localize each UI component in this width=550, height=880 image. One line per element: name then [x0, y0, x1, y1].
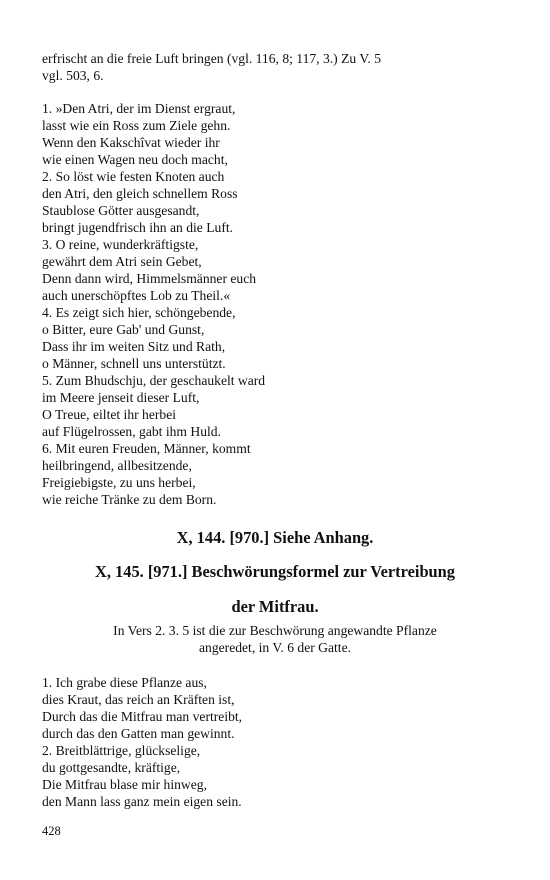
verse-line: durch das den Gatten man gewinnt.	[42, 726, 235, 741]
verse-line: Durch das die Mitfrau man vertreibt,	[42, 709, 243, 724]
verse-line: den Atri, den gleich schnellem Ross	[42, 186, 238, 201]
section-note-line: In Vers 2. 3. 5 ist die zur Beschwörung angewandte Pflanze	[113, 623, 437, 638]
verse-line: heilbringend, allbesitzende,	[42, 458, 192, 473]
verse-line: Denn dann wird, Himmelsmänner euch	[42, 271, 257, 286]
text-line: erfrischt an die freie Luft bringen (vgl. 116, 8; 117, 3.) Zu V. 5	[42, 51, 382, 66]
verse-line: den Mann lass ganz mein eigen sein.	[42, 794, 242, 809]
verse-line: wie einen Wagen neu doch macht,	[42, 152, 228, 167]
verse-line: o Bitter, eure Gab' und Gunst,	[42, 322, 205, 337]
verse-line: 5. Zum Bhudschju, der geschaukelt ward	[42, 373, 266, 388]
section-heading-971-continued: der Mitfrau.	[231, 597, 319, 616]
page-number: 428	[42, 824, 61, 838]
verse-line: Wenn den Kakschîvat wieder ihr	[42, 135, 220, 150]
verse-line: 4. Es zeigt sich hier, schöngebende,	[42, 305, 236, 320]
section-heading-971: X, 145. [971.] Beschwörungsformel zur Vertreibung	[95, 562, 455, 581]
verse-line: im Meere jenseit dieser Luft,	[42, 390, 200, 405]
verse-line: auf Flügelrossen, gabt ihm Huld.	[42, 424, 221, 439]
verse-line: 1. Ich grabe diese Pflanze aus,	[42, 675, 207, 690]
section-heading-970: X, 144. [970.] Siehe Anhang.	[176, 528, 374, 547]
verse-line: lasst wie ein Ross zum Ziele gehn.	[42, 118, 231, 133]
verse-line: 3. O reine, wunderkräftigste,	[42, 237, 199, 252]
verse-line: 6. Mit euren Freuden, Männer, kommt	[42, 441, 251, 456]
verse-line: O Treue, eiltet ihr herbei	[42, 407, 177, 422]
verse-line: du gottgesandte, kräftige,	[42, 760, 181, 775]
verse-line: wie reiche Tränke zu dem Born.	[42, 492, 217, 507]
verse-line: Dass ihr im weiten Sitz und Rath,	[42, 339, 226, 354]
verse-line: gewährt dem Atri sein Gebet,	[42, 254, 202, 269]
verse-line: bringt jugendfrisch ihn an die Luft.	[42, 220, 234, 235]
verse-line: auch unerschöpftes Lob zu Theil.«	[42, 288, 231, 303]
verse-line: 2. Breitblättrige, glückselige,	[42, 743, 201, 758]
text-line: vgl. 503, 6.	[42, 68, 104, 83]
verse-line: o Männer, schnell uns unterstützt.	[42, 356, 226, 371]
verse-line: 2. So löst wie festen Knoten auch	[42, 169, 225, 184]
verse-line: dies Kraut, das reich an Kräften ist,	[42, 692, 235, 707]
verse-line: Freigiebigste, zu uns herbei,	[42, 475, 196, 490]
poem-block-1	[42, 100, 472, 508]
verse-line: 1. »Den Atri, der im Dienst ergraut,	[42, 101, 236, 116]
verse-line: Die Mitfrau blase mir hinweg,	[42, 777, 207, 792]
verse-line: Staublose Götter ausgesandt,	[42, 203, 200, 218]
intro-paragraph	[42, 50, 472, 84]
section-note-line: angeredet, in V. 6 der Gatte.	[199, 640, 351, 655]
poem-block-2	[42, 674, 472, 810]
